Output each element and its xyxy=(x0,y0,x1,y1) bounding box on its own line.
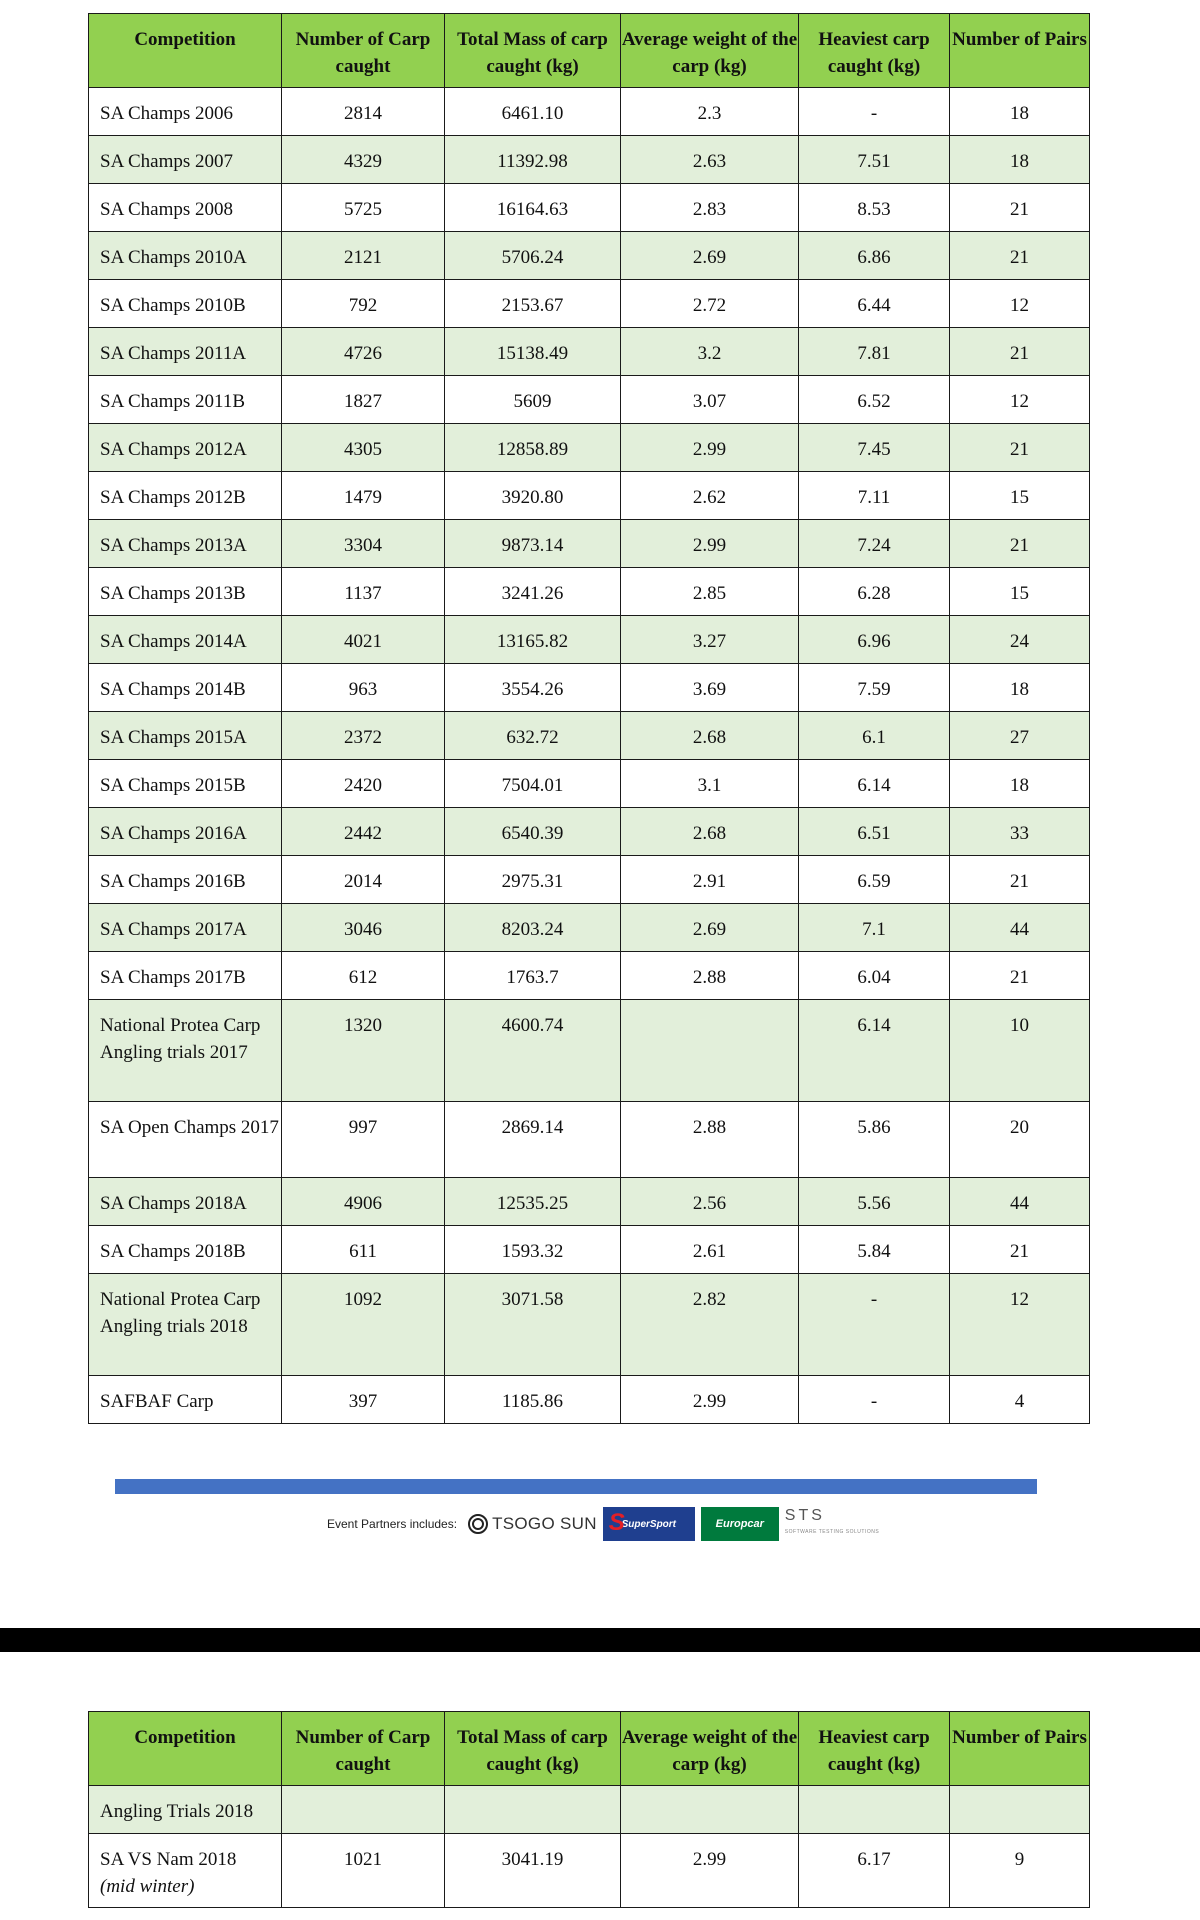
carp-caught-cell: 2372 xyxy=(282,712,445,760)
page-separator xyxy=(0,1628,1200,1652)
table-row xyxy=(89,88,1090,136)
table-row xyxy=(89,904,1090,952)
table-row xyxy=(89,424,1090,472)
carp-caught-cell: 963 xyxy=(282,664,445,712)
competition-cell: SA Open Champs 2017 xyxy=(89,1102,282,1178)
competition-cell: SA Champs 2011B xyxy=(89,376,282,424)
header-competition: Competition xyxy=(89,1712,282,1786)
table-row xyxy=(89,1376,1090,1424)
total-mass-cell: 7504.01 xyxy=(445,760,621,808)
number-of-pairs-cell: 18 xyxy=(950,88,1090,136)
total-mass-cell: 12858.89 xyxy=(445,424,621,472)
carp-caught-cell: 1021 xyxy=(282,1834,445,1908)
carp-caught-cell: 1479 xyxy=(282,472,445,520)
number-of-pairs-cell: 21 xyxy=(950,1226,1090,1274)
table-row xyxy=(89,760,1090,808)
heaviest-carp-cell: - xyxy=(799,1274,950,1376)
tsogo-swirl-icon xyxy=(467,1513,489,1535)
heaviest-carp-cell: 7.45 xyxy=(799,424,950,472)
partners-label: Event Partners includes: xyxy=(327,1517,458,1531)
average-weight-cell: 3.27 xyxy=(621,616,799,664)
section-title: Angling Trials 2018 xyxy=(89,1786,282,1834)
tsogo-sun-logo: TSOGO SUN xyxy=(467,1513,597,1535)
supersport-s-icon: S xyxy=(608,1509,625,1536)
section-row xyxy=(89,1786,1090,1834)
total-mass-cell: 3920.80 xyxy=(445,472,621,520)
number-of-pairs-cell: 18 xyxy=(950,664,1090,712)
competition-cell: National Protea Carp Angling trials 2018 xyxy=(89,1274,282,1376)
total-mass-cell: 2153.67 xyxy=(445,280,621,328)
table-row xyxy=(89,1000,1090,1102)
total-mass-cell: 3071.58 xyxy=(445,1274,621,1376)
heaviest-carp-cell: 6.1 xyxy=(799,712,950,760)
competition-cell: SA Champs 2010A xyxy=(89,232,282,280)
competition-cell: SA Champs 2008 xyxy=(89,184,282,232)
number-of-pairs-cell: 9 xyxy=(950,1834,1090,1908)
carp-caught-cell: 792 xyxy=(282,280,445,328)
total-mass-cell: 4600.74 xyxy=(445,1000,621,1102)
average-weight-cell: 2.99 xyxy=(621,520,799,568)
table-row xyxy=(89,376,1090,424)
competition-cell: SAFBAF Carp xyxy=(89,1376,282,1424)
total-mass-cell: 1593.32 xyxy=(445,1226,621,1274)
header-average-weight: Average weight of the carp (kg) xyxy=(621,14,799,88)
total-mass-cell: 12535.25 xyxy=(445,1178,621,1226)
total-mass-cell: 632.72 xyxy=(445,712,621,760)
competition-cell: SA Champs 2018B xyxy=(89,1226,282,1274)
europcar-logo: Europcar xyxy=(701,1507,779,1541)
total-mass-cell: 16164.63 xyxy=(445,184,621,232)
header-average-weight: Average weight of the carp (kg) xyxy=(621,1712,799,1786)
table-row xyxy=(89,808,1090,856)
table-row xyxy=(89,328,1090,376)
number-of-pairs-cell: 15 xyxy=(950,568,1090,616)
competition-cell: SA Champs 2014A xyxy=(89,616,282,664)
average-weight-cell: 2.85 xyxy=(621,568,799,616)
table-row xyxy=(89,1834,1090,1908)
carp-caught-cell: 997 xyxy=(282,1102,445,1178)
heaviest-carp-cell: 6.51 xyxy=(799,808,950,856)
total-mass-cell: 1185.86 xyxy=(445,1376,621,1424)
header-total-mass: Total Mass of carp caught (kg) xyxy=(445,14,621,88)
number-of-pairs-cell: 21 xyxy=(950,952,1090,1000)
number-of-pairs-cell: 10 xyxy=(950,1000,1090,1102)
heaviest-carp-cell: 5.56 xyxy=(799,1178,950,1226)
competition-cell: SA Champs 2016B xyxy=(89,856,282,904)
heaviest-carp-cell: 6.96 xyxy=(799,616,950,664)
total-mass-cell: 3041.19 xyxy=(445,1834,621,1908)
header-number-of-pairs: Number of Pairs xyxy=(950,14,1090,88)
carp-caught-cell: 1092 xyxy=(282,1274,445,1376)
number-of-pairs-cell: 21 xyxy=(950,328,1090,376)
table-row xyxy=(89,1226,1090,1274)
carp-caught-cell: 1137 xyxy=(282,568,445,616)
average-weight-cell xyxy=(621,1000,799,1102)
total-mass-cell: 1763.7 xyxy=(445,952,621,1000)
competition-cell: SA Champs 2012A xyxy=(89,424,282,472)
table-row xyxy=(89,1274,1090,1376)
heaviest-carp-cell: 6.86 xyxy=(799,232,950,280)
table-row xyxy=(89,472,1090,520)
competition-cell: SA Champs 2015A xyxy=(89,712,282,760)
table-row xyxy=(89,1102,1090,1178)
carp-caught-cell: 2121 xyxy=(282,232,445,280)
number-of-pairs-cell: 21 xyxy=(950,856,1090,904)
table-row xyxy=(89,952,1090,1000)
competition-cell: SA Champs 2017A xyxy=(89,904,282,952)
number-of-pairs-cell: 12 xyxy=(950,280,1090,328)
carp-caught-cell: 2420 xyxy=(282,760,445,808)
heaviest-carp-cell: 5.86 xyxy=(799,1102,950,1178)
average-weight-cell: 2.68 xyxy=(621,808,799,856)
number-of-pairs-cell: 21 xyxy=(950,424,1090,472)
average-weight-cell: 2.61 xyxy=(621,1226,799,1274)
table-row xyxy=(89,664,1090,712)
heaviest-carp-cell: 6.14 xyxy=(799,760,950,808)
table-row xyxy=(89,568,1090,616)
carp-caught-cell: 4329 xyxy=(282,136,445,184)
heaviest-carp-cell: 5.84 xyxy=(799,1226,950,1274)
heaviest-carp-cell: 6.04 xyxy=(799,952,950,1000)
table-row xyxy=(89,1178,1090,1226)
heaviest-carp-cell: 8.53 xyxy=(799,184,950,232)
total-mass-cell: 8203.24 xyxy=(445,904,621,952)
number-of-pairs-cell: 27 xyxy=(950,712,1090,760)
heaviest-carp-cell: 6.17 xyxy=(799,1834,950,1908)
number-of-pairs-cell: 18 xyxy=(950,136,1090,184)
header-heaviest-carp: Heaviest carp caught (kg) xyxy=(799,14,950,88)
number-of-pairs-cell: 44 xyxy=(950,904,1090,952)
carp-caught-cell: 3304 xyxy=(282,520,445,568)
carp-caught-cell: 4726 xyxy=(282,328,445,376)
carp-caught-cell: 397 xyxy=(282,1376,445,1424)
competition-cell: SA Champs 2006 xyxy=(89,88,282,136)
carp-caught-cell: 5725 xyxy=(282,184,445,232)
carp-caught-cell: 4906 xyxy=(282,1178,445,1226)
competition-cell: SA Champs 2010B xyxy=(89,280,282,328)
competition-note: (mid winter) xyxy=(100,1876,195,1897)
total-mass-cell: 15138.49 xyxy=(445,328,621,376)
average-weight-cell: 2.99 xyxy=(621,1834,799,1908)
table-row xyxy=(89,616,1090,664)
total-mass-cell: 2869.14 xyxy=(445,1102,621,1178)
competition-cell: SA Champs 2016A xyxy=(89,808,282,856)
table-row xyxy=(89,136,1090,184)
competition-cell: SA Champs 2011A xyxy=(89,328,282,376)
average-weight-cell: 2.99 xyxy=(621,1376,799,1424)
average-weight-cell: 2.99 xyxy=(621,424,799,472)
number-of-pairs-cell: 33 xyxy=(950,808,1090,856)
carp-results-table xyxy=(88,13,1090,1424)
total-mass-cell: 5706.24 xyxy=(445,232,621,280)
table-header-row xyxy=(89,1712,1090,1786)
carp-caught-cell: 611 xyxy=(282,1226,445,1274)
carp-caught-cell: 1320 xyxy=(282,1000,445,1102)
total-mass-cell: 5609 xyxy=(445,376,621,424)
supersport-logo: S SuperSport xyxy=(603,1507,695,1541)
heaviest-carp-cell: 6.59 xyxy=(799,856,950,904)
number-of-pairs-cell: 21 xyxy=(950,232,1090,280)
number-of-pairs-cell: 12 xyxy=(950,1274,1090,1376)
heaviest-carp-cell: 7.59 xyxy=(799,664,950,712)
table-row xyxy=(89,712,1090,760)
table-header-row xyxy=(89,14,1090,88)
carp-caught-cell: 3046 xyxy=(282,904,445,952)
footer-divider-bar xyxy=(115,1479,1037,1494)
average-weight-cell: 2.56 xyxy=(621,1178,799,1226)
number-of-pairs-cell: 21 xyxy=(950,520,1090,568)
average-weight-cell: 2.3 xyxy=(621,88,799,136)
number-of-pairs-cell: 44 xyxy=(950,1178,1090,1226)
heaviest-carp-cell: 6.52 xyxy=(799,376,950,424)
total-mass-cell: 9873.14 xyxy=(445,520,621,568)
header-heaviest-carp: Heaviest carp caught (kg) xyxy=(799,1712,950,1786)
carp-caught-cell: 2814 xyxy=(282,88,445,136)
competition-cell: SA Champs 2012B xyxy=(89,472,282,520)
number-of-pairs-cell: 15 xyxy=(950,472,1090,520)
heaviest-carp-cell: 7.81 xyxy=(799,328,950,376)
header-carp-caught: Number of Carp caught xyxy=(282,1712,445,1786)
heaviest-carp-cell: 6.28 xyxy=(799,568,950,616)
table-row xyxy=(89,856,1090,904)
carp-caught-cell: 2014 xyxy=(282,856,445,904)
header-number-of-pairs: Number of Pairs xyxy=(950,1712,1090,1786)
number-of-pairs-cell: 20 xyxy=(950,1102,1090,1178)
header-carp-caught: Number of Carp caught xyxy=(282,14,445,88)
average-weight-cell: 2.69 xyxy=(621,904,799,952)
heaviest-carp-cell: - xyxy=(799,1376,950,1424)
average-weight-cell: 2.88 xyxy=(621,1102,799,1178)
number-of-pairs-cell: 4 xyxy=(950,1376,1090,1424)
heaviest-carp-cell: 7.11 xyxy=(799,472,950,520)
heaviest-carp-cell: 7.24 xyxy=(799,520,950,568)
average-weight-cell: 2.91 xyxy=(621,856,799,904)
heaviest-carp-cell: 6.14 xyxy=(799,1000,950,1102)
angling-trials-table xyxy=(88,1711,1090,1908)
sts-logo: STS SOFTWARE TESTING SOLUTIONS xyxy=(784,1507,880,1535)
competition-cell: SA Champs 2013B xyxy=(89,568,282,616)
carp-caught-cell: 1827 xyxy=(282,376,445,424)
carp-caught-cell: 4021 xyxy=(282,616,445,664)
number-of-pairs-cell: 12 xyxy=(950,376,1090,424)
event-partners xyxy=(327,1505,879,1543)
total-mass-cell: 11392.98 xyxy=(445,136,621,184)
average-weight-cell: 3.69 xyxy=(621,664,799,712)
average-weight-cell: 2.88 xyxy=(621,952,799,1000)
total-mass-cell: 6540.39 xyxy=(445,808,621,856)
table-row xyxy=(89,280,1090,328)
average-weight-cell: 3.07 xyxy=(621,376,799,424)
competition-cell: SA Champs 2017B xyxy=(89,952,282,1000)
heaviest-carp-cell: 7.51 xyxy=(799,136,950,184)
carp-caught-cell: 612 xyxy=(282,952,445,1000)
header-competition: Competition xyxy=(89,14,282,88)
total-mass-cell: 3241.26 xyxy=(445,568,621,616)
table-row xyxy=(89,184,1090,232)
total-mass-cell: 13165.82 xyxy=(445,616,621,664)
table-row xyxy=(89,232,1090,280)
average-weight-cell: 3.1 xyxy=(621,760,799,808)
competition-cell: SA Champs 2015B xyxy=(89,760,282,808)
average-weight-cell: 3.2 xyxy=(621,328,799,376)
heaviest-carp-cell: - xyxy=(799,88,950,136)
competition-cell: SA Champs 2018A xyxy=(89,1178,282,1226)
total-mass-cell: 6461.10 xyxy=(445,88,621,136)
total-mass-cell: 2975.31 xyxy=(445,856,621,904)
competition-cell: SA VS Nam 2018 (mid winter) xyxy=(89,1834,282,1908)
carp-caught-cell: 2442 xyxy=(282,808,445,856)
table-row xyxy=(89,520,1090,568)
header-total-mass: Total Mass of carp caught (kg) xyxy=(445,1712,621,1786)
competition-cell: National Protea Carp Angling trials 2017 xyxy=(89,1000,282,1102)
total-mass-cell: 3554.26 xyxy=(445,664,621,712)
number-of-pairs-cell: 24 xyxy=(950,616,1090,664)
average-weight-cell: 2.62 xyxy=(621,472,799,520)
competition-cell: SA Champs 2014B xyxy=(89,664,282,712)
heaviest-carp-cell: 7.1 xyxy=(799,904,950,952)
average-weight-cell: 2.72 xyxy=(621,280,799,328)
average-weight-cell: 2.68 xyxy=(621,712,799,760)
competition-cell: SA Champs 2013A xyxy=(89,520,282,568)
average-weight-cell: 2.82 xyxy=(621,1274,799,1376)
carp-caught-cell: 4305 xyxy=(282,424,445,472)
average-weight-cell: 2.63 xyxy=(621,136,799,184)
competition-cell: SA Champs 2007 xyxy=(89,136,282,184)
average-weight-cell: 2.83 xyxy=(621,184,799,232)
heaviest-carp-cell: 6.44 xyxy=(799,280,950,328)
number-of-pairs-cell: 18 xyxy=(950,760,1090,808)
average-weight-cell: 2.69 xyxy=(621,232,799,280)
number-of-pairs-cell: 21 xyxy=(950,184,1090,232)
